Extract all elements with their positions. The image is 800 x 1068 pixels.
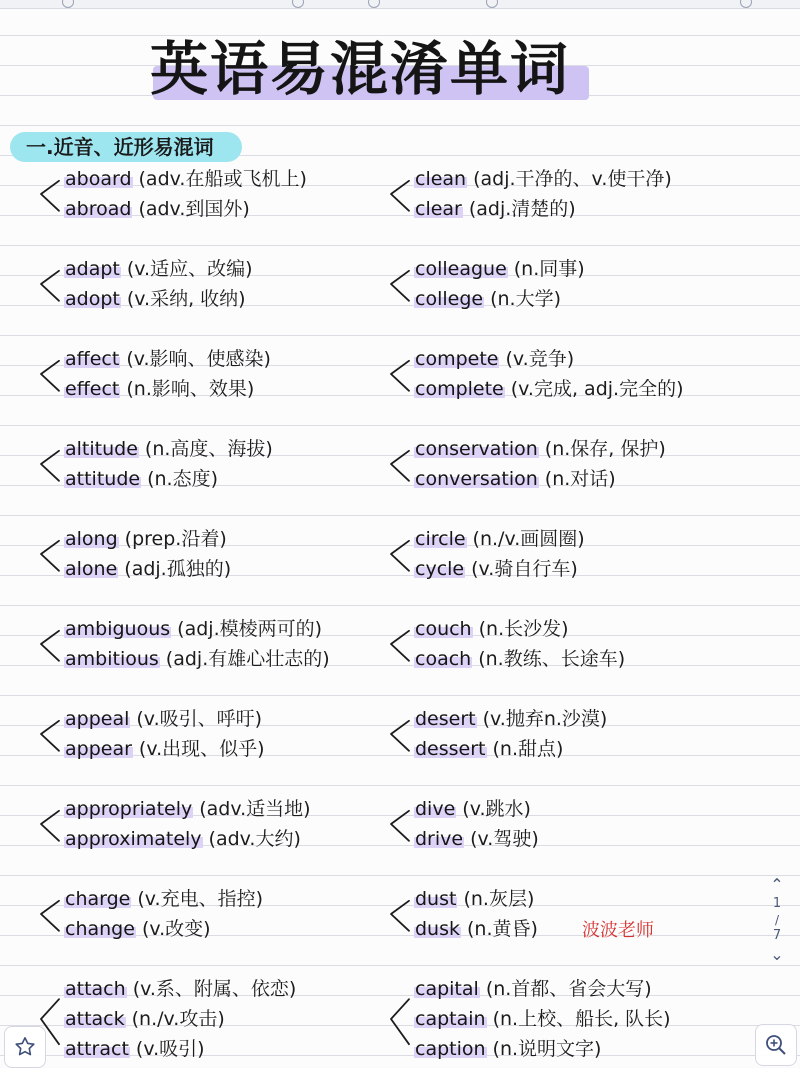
vocab-word: dust: [415, 888, 457, 910]
toolbar-icon[interactable]: [368, 0, 380, 8]
bracket-icon: [36, 434, 62, 494]
vocab-meaning: (v.改变): [141, 918, 211, 940]
word-pair-group: [386, 524, 756, 584]
vocab-word: conservation: [415, 438, 538, 460]
bracket-icon: [386, 794, 412, 854]
vocab-word: capital: [415, 978, 479, 1000]
vocab-meaning: (n./v.画圆圈): [472, 528, 585, 550]
vocab-word: attach: [65, 978, 126, 1000]
vocab-word: altitude: [65, 438, 138, 460]
vocab-entry: [64, 614, 322, 644]
vocab-meaning: (v.出现、似乎): [138, 738, 265, 760]
vocab-entry: [64, 194, 250, 224]
vocab-meaning: (adv.适当地): [199, 798, 311, 820]
word-pair-group: [386, 434, 756, 494]
vocab-entry: [64, 434, 273, 464]
vocab-word: dive: [415, 798, 456, 820]
vocab-word: desert: [415, 708, 476, 730]
word-pair-group: [36, 974, 406, 1064]
vocab-meaning: (adj.模棱两可的): [177, 618, 323, 640]
vocab-meaning: (n.长沙发): [478, 618, 569, 640]
word-pair-group: [36, 704, 406, 764]
vocab-entry: [414, 734, 563, 764]
vocab-entry: [414, 974, 652, 1004]
vocab-meaning: (adj.干净的、v.使干净): [473, 168, 672, 190]
vocab-word: clear: [415, 198, 462, 220]
vocab-word: attitude: [65, 468, 141, 490]
vocab-word: caption: [415, 1038, 486, 1060]
vocab-word: alone: [65, 558, 118, 580]
vocab-meaning: (n.同事): [513, 258, 585, 280]
vocab-word: cycle: [415, 558, 465, 580]
vocab-entry: [414, 284, 561, 314]
vocab-word: compete: [415, 348, 499, 370]
bracket-icon: [386, 974, 412, 1064]
word-pair-group: [386, 884, 756, 944]
toolbar-icon[interactable]: [292, 0, 304, 8]
vocab-entry: [64, 554, 231, 584]
vocab-word: colleague: [415, 258, 507, 280]
bracket-icon: [386, 884, 412, 944]
word-pair-group: [36, 614, 406, 674]
vocab-word: adopt: [65, 288, 120, 310]
chevron-up-icon[interactable]: ⌃: [770, 875, 784, 894]
word-pair-group: [36, 344, 406, 404]
vocab-meaning: (v.影响、使感染): [126, 348, 271, 370]
vocab-meaning: (v.采纳, 收纳): [126, 288, 246, 310]
vocab-word: conversation: [415, 468, 538, 490]
bracket-icon: [386, 344, 412, 404]
vocab-entry: [414, 164, 672, 194]
vocab-meaning: (n.首都、省会大写): [485, 978, 652, 1000]
favorite-button[interactable]: [4, 1026, 46, 1068]
vocab-word: appeal: [65, 708, 130, 730]
vocab-entry: [414, 194, 576, 224]
vocab-meaning: (v.吸引、呼吁): [136, 708, 263, 730]
star-icon: [13, 1035, 37, 1059]
page-separator: /: [774, 913, 780, 927]
vocab-word: ambiguous: [65, 618, 171, 640]
vocab-word: along: [65, 528, 118, 550]
vocab-entry: [64, 344, 271, 374]
toolbar-icon[interactable]: [62, 0, 74, 8]
vocab-word: abroad: [65, 198, 132, 220]
zoom-in-icon: [764, 1033, 788, 1057]
total-pages: 7: [772, 928, 782, 943]
word-pair-group: [386, 254, 756, 314]
bracket-icon: [386, 434, 412, 494]
vocab-word: captain: [415, 1008, 486, 1030]
bracket-icon: [36, 344, 62, 404]
vocab-entry: [64, 1004, 225, 1034]
vocab-meaning: (n.说明文字): [492, 1038, 602, 1060]
vocab-entry: [64, 644, 330, 674]
vocab-word: college: [415, 288, 484, 310]
vocab-entry: [414, 344, 574, 374]
vocab-meaning: (v.系、附属、依恋): [132, 978, 297, 1000]
vocab-entry: [64, 824, 301, 854]
bracket-icon: [36, 164, 62, 224]
word-pair-group: [386, 974, 756, 1064]
vocab-meaning: (adv.大约): [208, 828, 301, 850]
vocab-entry: [64, 164, 307, 194]
vocab-word: appear: [65, 738, 132, 760]
vocab-entry: [414, 524, 585, 554]
page-indicator: [762, 876, 792, 996]
vocab-entry: [64, 884, 263, 914]
vocab-word: coach: [415, 648, 472, 670]
vocab-meaning: (n.甜点): [492, 738, 564, 760]
bracket-icon: [386, 704, 412, 764]
vocab-meaning: (adv.到国外): [138, 198, 250, 220]
vocab-entry: [64, 974, 296, 1004]
bracket-icon: [36, 614, 62, 674]
vocab-word: circle: [415, 528, 466, 550]
vocab-entry: [64, 284, 246, 314]
word-pair-group: [386, 164, 756, 224]
vocab-meaning: (n.影响、效果): [126, 378, 255, 400]
vocab-meaning: (v.完成, adj.完全的): [510, 378, 684, 400]
bracket-icon: [36, 884, 62, 944]
vocab-entry: [414, 434, 666, 464]
vocab-entry: [414, 644, 625, 674]
vocab-entry: [64, 1034, 205, 1064]
vocab-entry: [64, 794, 311, 824]
vocab-meaning: (v.竞争): [505, 348, 575, 370]
vocab-word: ambitious: [65, 648, 159, 670]
vocab-word: approximately: [65, 828, 202, 850]
vocab-meaning: (n.上校、船长, 队长): [492, 1008, 671, 1030]
vocab-entry: [414, 554, 578, 584]
bracket-icon: [36, 704, 62, 764]
vocab-word: attack: [65, 1008, 125, 1030]
word-pair-group: [36, 524, 406, 584]
vocab-word: dessert: [415, 738, 486, 760]
vocab-meaning: (v.吸引): [135, 1038, 205, 1060]
word-pair-group: [36, 884, 406, 944]
vocab-entry: [414, 704, 607, 734]
vocab-entry: [64, 734, 265, 764]
vocab-entry: [64, 464, 218, 494]
vocab-meaning: (v.充电、指控): [137, 888, 263, 910]
vocab-word: aboard: [65, 168, 132, 190]
vocab-meaning: (v.骑自行车): [471, 558, 578, 580]
vocab-entry: [414, 464, 616, 494]
vocab-word: adapt: [65, 258, 120, 280]
vocab-entry: [414, 824, 539, 854]
word-pair-group: [36, 794, 406, 854]
word-pair-group: [386, 794, 756, 854]
vocab-entry: [414, 374, 684, 404]
vocab-word: effect: [65, 378, 120, 400]
vocab-entry: [414, 884, 534, 914]
vocab-meaning: (n.教练、长途车): [478, 648, 626, 670]
vocab-entry: [414, 1004, 671, 1034]
vocab-meaning: (n./v.攻击): [131, 1008, 225, 1030]
vocab-meaning: (n.高度、海拔): [144, 438, 273, 460]
vocab-meaning: (n.对话): [544, 468, 616, 490]
word-pair-group: [386, 344, 756, 404]
vocab-word: complete: [415, 378, 504, 400]
bracket-icon: [386, 164, 412, 224]
vocab-meaning: (adj.有雄心壮志的): [165, 648, 330, 670]
vocab-meaning: (adj.清楚的): [468, 198, 576, 220]
vocab-word: affect: [65, 348, 120, 370]
bracket-icon: [386, 254, 412, 314]
vocab-entry: [414, 794, 531, 824]
vocab-meaning: (adv.在船或飞机上): [138, 168, 307, 190]
vocab-entry: [414, 914, 538, 944]
toolbar-strip: [0, 0, 800, 9]
vocab-meaning: (n.大学): [490, 288, 561, 310]
bracket-icon: [36, 794, 62, 854]
vocab-meaning: (v.跳水): [462, 798, 531, 820]
vocab-meaning: (adj.孤独的): [124, 558, 232, 580]
bracket-icon: [386, 524, 412, 584]
word-pair-group: [386, 704, 756, 764]
vocab-entry: [414, 1034, 601, 1064]
vocab-meaning: (n.保存, 保护): [544, 438, 666, 460]
bracket-icon: [36, 254, 62, 314]
vocab-word: dusk: [415, 918, 461, 940]
word-pair-group: [386, 614, 756, 674]
zoom-button[interactable]: [755, 1024, 797, 1066]
vocab-meaning: (v.驾驶): [470, 828, 539, 850]
vocab-entry: [414, 614, 569, 644]
word-pair-group: [36, 434, 406, 494]
vocab-entry: [64, 704, 262, 734]
author-signature: 波波老师: [582, 920, 654, 941]
current-page: 1: [772, 896, 782, 911]
section-heading: 一.近音、近形易混词: [26, 135, 214, 159]
bracket-icon: [386, 614, 412, 674]
word-pair-group: [36, 254, 406, 314]
bracket-icon: [36, 524, 62, 584]
vocab-word: charge: [65, 888, 131, 910]
vocab-entry: [64, 374, 254, 404]
vocab-meaning: (n.态度): [147, 468, 218, 490]
vocab-word: change: [65, 918, 135, 940]
vocab-meaning: (v.抛弃n.沙漠): [482, 708, 608, 730]
vocab-entry: [64, 524, 227, 554]
vocab-word: couch: [415, 618, 472, 640]
page-title: 英语易混淆单词: [150, 35, 571, 103]
vocab-word: appropriately: [65, 798, 193, 820]
vocab-entry: [414, 254, 585, 284]
vocab-meaning: (v.适应、改编): [126, 258, 253, 280]
vocab-word: clean: [415, 168, 467, 190]
vocab-meaning: (n.黄昏): [467, 918, 538, 940]
chevron-down-icon[interactable]: ⌄: [770, 945, 784, 964]
toolbar-icon[interactable]: [486, 0, 498, 8]
vocab-entry: [64, 254, 253, 284]
vocab-meaning: (n.灰层): [463, 888, 535, 910]
word-pair-group: [36, 164, 406, 224]
vocab-word: attract: [65, 1038, 129, 1060]
toolbar-icon[interactable]: [740, 0, 752, 8]
vocab-entry: [64, 914, 211, 944]
vocab-word: drive: [415, 828, 464, 850]
vocab-meaning: (prep.沿着): [124, 528, 227, 550]
